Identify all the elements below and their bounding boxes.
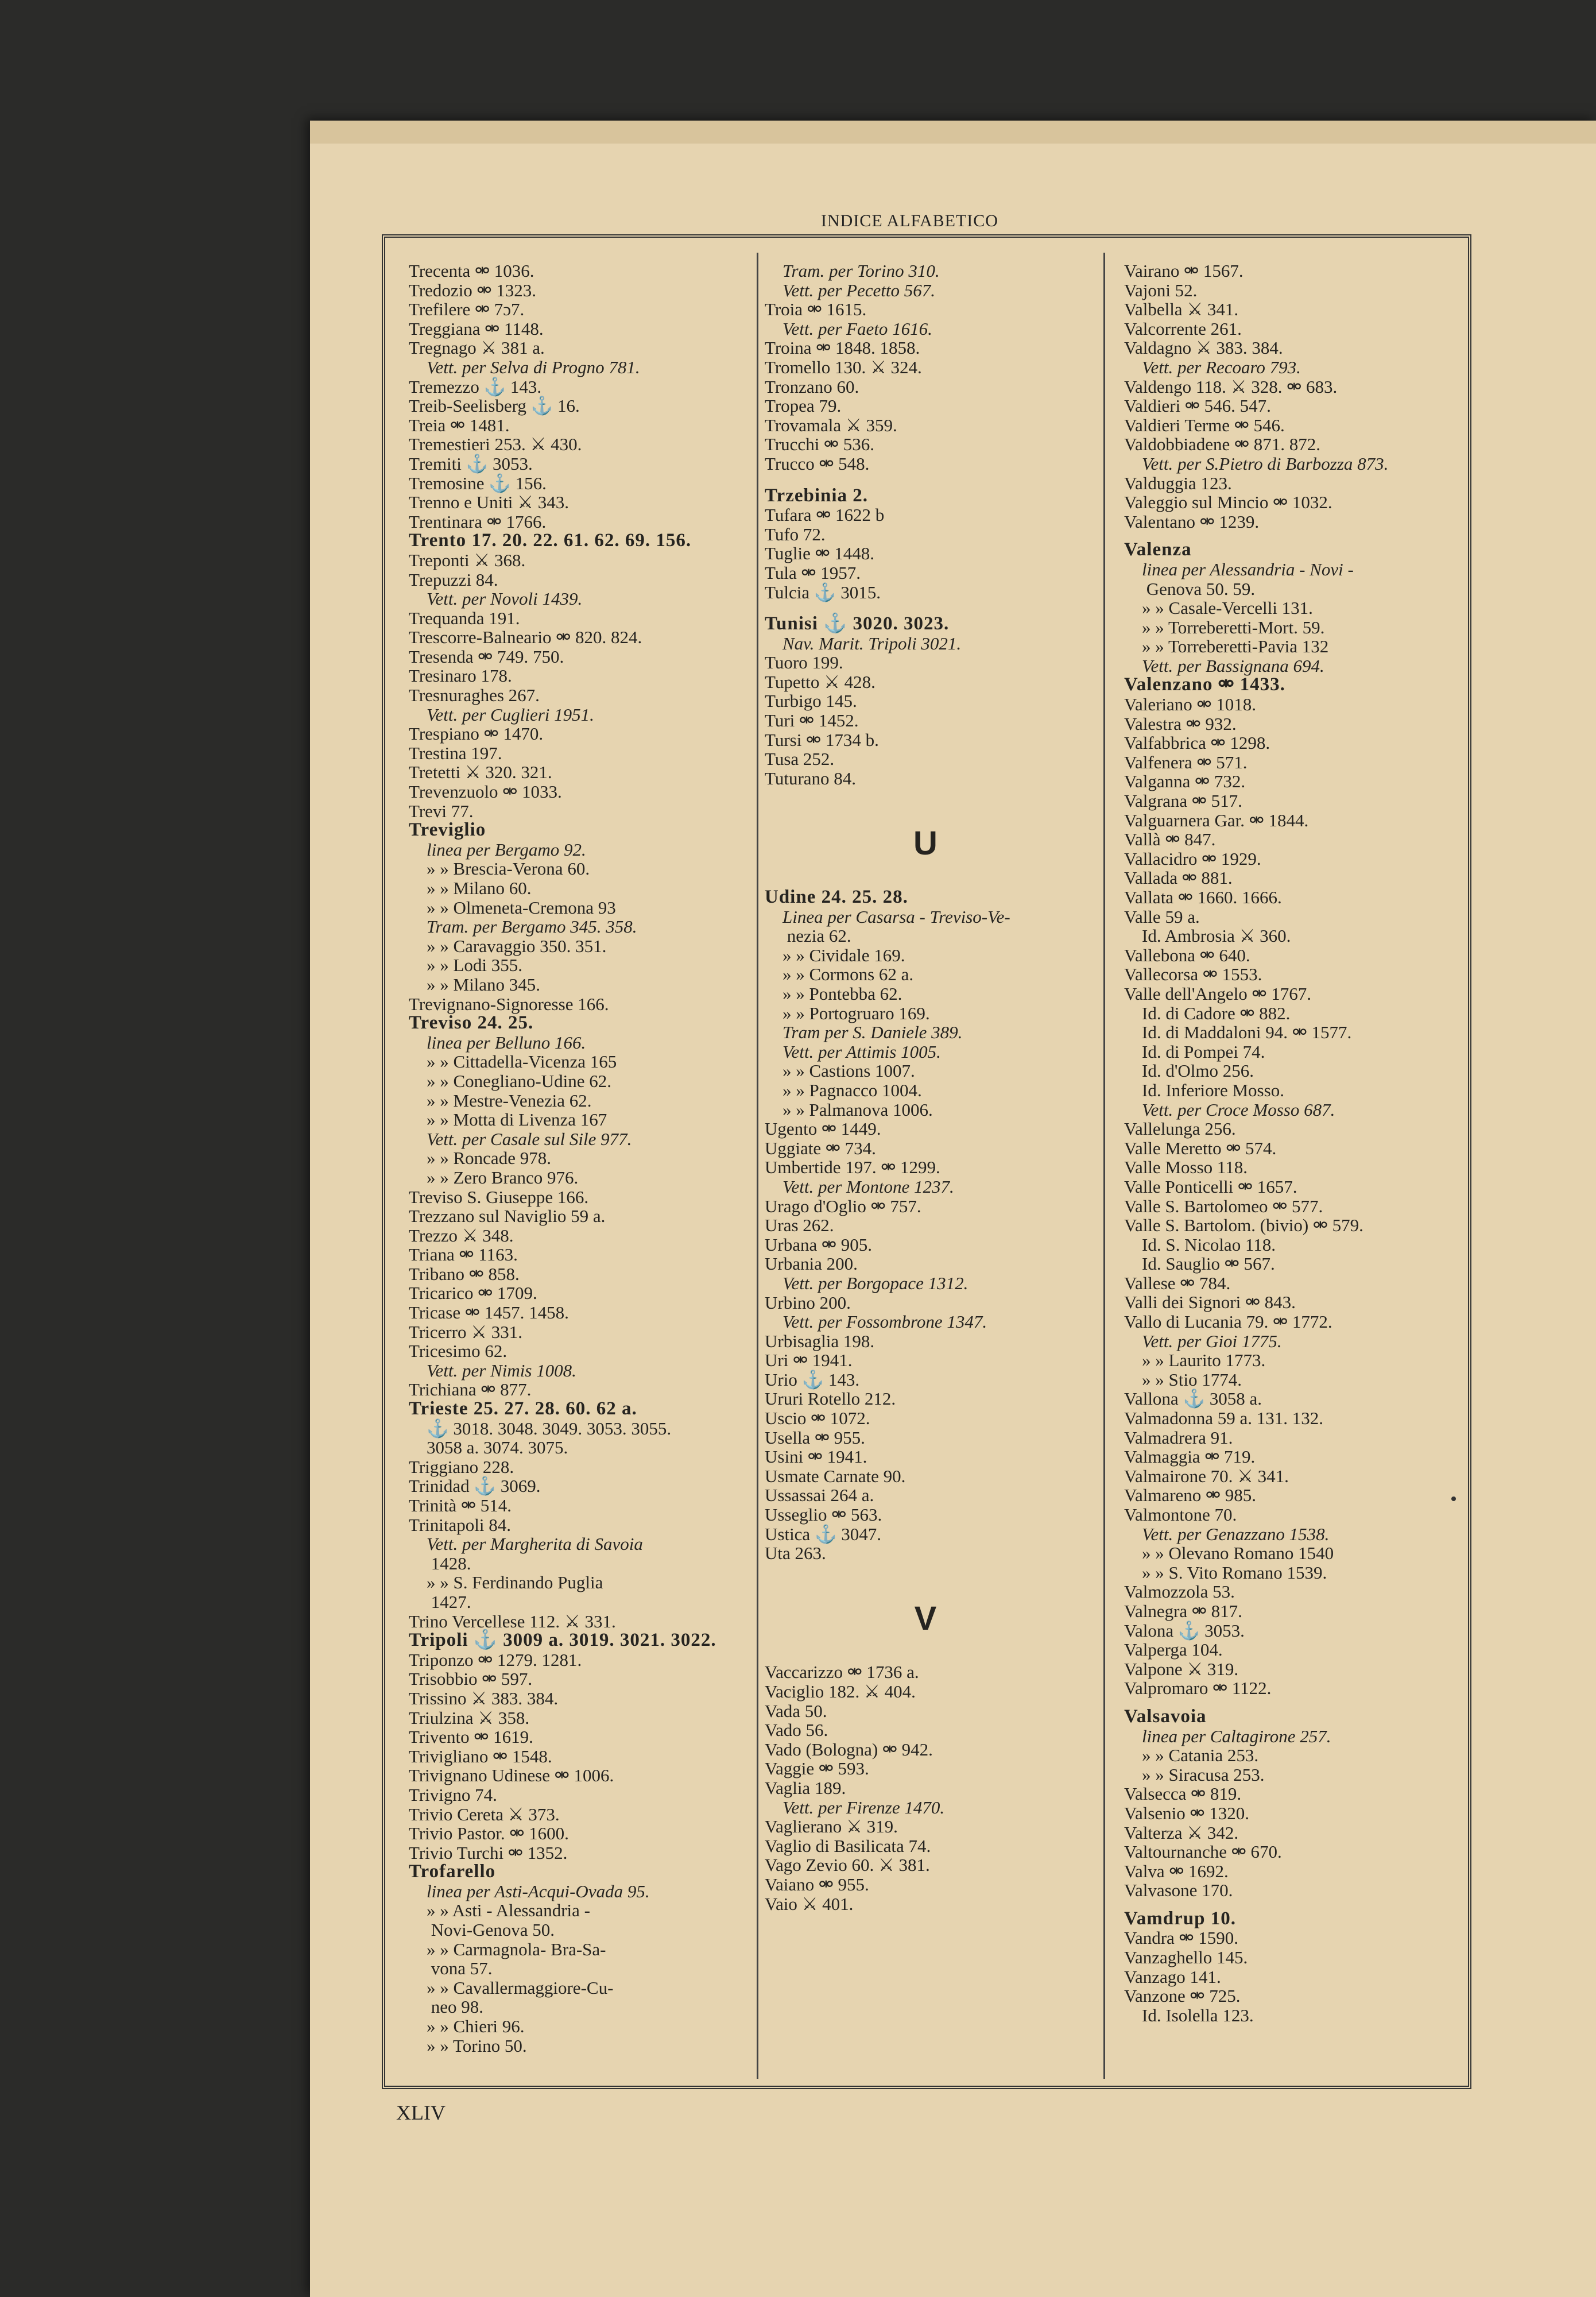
index-entry: » » Milano 60. [409, 878, 532, 898]
index-entry: Id. Inferiore Mosso. [1124, 1080, 1284, 1100]
index-entry: Uta 263. [765, 1543, 826, 1564]
index-entry: Trezzo ⚔ 348. [409, 1225, 514, 1246]
index-entry: Vett. per Attimis 1005. [765, 1041, 941, 1062]
index-entry: Tram. per Bergamo 345. 358. [409, 917, 637, 937]
index-entry: Ussassai 264 a. [765, 1485, 874, 1506]
index-entry: Urbana ⚮ 905. [765, 1234, 872, 1255]
index-entry: Tursi ⚮ 1734 b. [765, 729, 879, 750]
index-entry: Vallà ⚮ 847. [1124, 829, 1216, 850]
index-entry: Tupetto ⚔ 428. [765, 671, 876, 692]
index-entry: Vett. per Genazzano 1538. [1124, 1523, 1330, 1544]
index-entry: Valperga 104. [1124, 1639, 1223, 1660]
index-entry: » » Carmagnola- Bra-Sa- [409, 1939, 606, 1959]
index-entry: Troia ⚮ 1615. [765, 299, 867, 320]
index-entry: Vallecorsa ⚮ 1553. [1124, 964, 1262, 985]
index-entry: Tufo 72. [765, 524, 826, 544]
index-entry: Trucco ⚮ 548. [765, 453, 870, 474]
index-entry: Vallona ⚓ 3058 a. [1124, 1389, 1262, 1409]
index-entry: Udine 24. 25. 28. [765, 887, 908, 908]
index-entry: Treib-Seelisberg ⚓ 16. [409, 396, 580, 416]
index-entry: » » Brescia-Verona 60. [409, 859, 590, 879]
index-entry: Triana ⚮ 1163. [409, 1244, 518, 1265]
index-entry: Tresenda ⚮ 749. 750. [409, 646, 564, 667]
index-entry: » » Palmanova 1006. [765, 1099, 933, 1120]
index-entry: Trinitapoli 84. [409, 1514, 511, 1535]
index-entry: » » Laurito 1773. [1124, 1350, 1266, 1371]
index-entry: Vago Zevio 60. ⚔ 381. [765, 1855, 930, 1876]
index-entry: Valentano ⚮ 1239. [1124, 511, 1260, 532]
index-entry: Vaglierano ⚔ 319. [765, 1816, 898, 1837]
index-entry: Uri ⚮ 1941. [765, 1350, 853, 1371]
index-entry: » » Roncade 978. [409, 1148, 551, 1169]
index-entry: Valona ⚓ 3053. [1124, 1620, 1245, 1641]
index-entry: Tromello 130. ⚔ 324. [765, 357, 922, 377]
index-entry: Vaiano ⚮ 955. [765, 1874, 869, 1894]
index-entry: Trivigno 74. [409, 1784, 497, 1805]
index-entry: 3058 a. 3074. 3075. [409, 1437, 568, 1458]
index-entry: Valeriano ⚮ 1018. [1124, 694, 1257, 715]
index-entry: Valfabbrica ⚮ 1298. [1124, 733, 1270, 753]
index-entry: Valdieri ⚮ 546. 547. [1124, 396, 1271, 416]
index-entry: Usseglio ⚮ 563. [765, 1505, 882, 1525]
index-entry: vona 57. [409, 1958, 493, 1979]
index-entry: Linea per Casarsa - Treviso-Ve- [765, 906, 1010, 927]
index-entry: » » Torino 50. [409, 2035, 527, 2056]
index-entry: Trento 17. 20. 22. 61. 62. 69. 156. [409, 530, 692, 551]
index-entry: Vett. per Pecetto 567. [765, 280, 935, 300]
index-entry: Vallacidro ⚮ 1929. [1124, 848, 1261, 869]
index-entry: » » Torreberetti-Pavia 132 [1124, 636, 1329, 657]
index-entry: Vanzone ⚮ 725. [1124, 1986, 1241, 2006]
index-entry: neo 98. [409, 1997, 484, 2017]
index-entry: Valdieri Terme ⚮ 546. [1124, 415, 1285, 435]
index-entry: Valfenera ⚮ 571. [1124, 752, 1248, 772]
index-entry: Vaglio di Basilicata 74. [765, 1835, 931, 1856]
index-entry: Tricarico ⚮ 1709. [409, 1283, 537, 1304]
index-entry: Valenza [1124, 539, 1192, 560]
index-entry: Id. di Cadore ⚮ 882. [1124, 1003, 1291, 1023]
index-entry: » » Olevano Romano 1540 [1124, 1543, 1334, 1564]
index-entry: Valmadonna 59 a. 131. 132. [1124, 1408, 1323, 1429]
index-entry: Tram. per Torino 310. [765, 261, 940, 281]
index-entry: » » Cividale 169. [765, 945, 905, 965]
index-entry: Trecenta ⚮ 1036. [409, 261, 534, 281]
index-entry: Id. d'Olmo 256. [1124, 1061, 1254, 1081]
index-entry: Vett. per S.Pietro di Barbozza 873. [1124, 453, 1389, 474]
index-entry: Valdagno ⚔ 383. 384. [1124, 338, 1283, 358]
index-entry: Valduggia 123. [1124, 473, 1232, 493]
index-entry: Valle S. Bartolomeo ⚮ 577. [1124, 1196, 1323, 1216]
index-entry: Nav. Marit. Tripoli 3021. [765, 633, 962, 653]
index-entry: Valle Ponticelli ⚮ 1657. [1124, 1176, 1297, 1197]
index-entry: nezia 62. [765, 926, 851, 946]
section-letter-u: U [913, 825, 938, 863]
index-entry: Valcorrente 261. [1124, 318, 1242, 339]
index-entry: Trisobbio ⚮ 597. [409, 1669, 533, 1689]
index-entry: Valmairone 70. ⚔ 341. [1124, 1465, 1289, 1486]
index-entry: Vamdrup 10. [1124, 1908, 1236, 1929]
index-entry: Vado (Bologna) ⚮ 942. [765, 1739, 933, 1760]
index-entry: Vett. per Recoaro 793. [1124, 357, 1301, 377]
entries-tr-continued [765, 261, 1086, 474]
index-entry: Trevi 77. [409, 801, 474, 821]
index-entry: Turbigo 145. [765, 691, 857, 711]
index-entry: Uggiate ⚮ 734. [765, 1138, 876, 1158]
index-entry: Valdengo 118. ⚔ 328. ⚮ 683. [1124, 376, 1338, 397]
index-entry: Vett. per Gioi 1775. [1124, 1331, 1282, 1351]
index-entry: » » S. Ferdinando Puglia [409, 1572, 603, 1593]
index-entry: Ugento ⚮ 1449. [765, 1119, 881, 1139]
index-entry: » » Caravaggio 350. 351. [409, 935, 607, 956]
index-entry: Trissino ⚔ 383. 384. [409, 1688, 559, 1708]
index-entry: Treviglio [409, 819, 486, 841]
index-entry: Urbisaglia 198. [765, 1331, 875, 1351]
index-entry: Vanzaghello 145. [1124, 1947, 1248, 1968]
index-entry: Trevignano-Signoresse 166. [409, 993, 609, 1014]
index-entry: Vaccarizzo ⚮ 1736 a. [765, 1662, 919, 1683]
index-entry: Id. S. Nicolao 118. [1124, 1234, 1276, 1255]
index-entry: Vallada ⚮ 881. [1124, 868, 1233, 888]
index-entry: Trenno e Uniti ⚔ 343. [409, 492, 569, 513]
index-entry: Valva ⚮ 1692. [1124, 1861, 1229, 1881]
ink-dot [1451, 1496, 1456, 1501]
index-entry: » » Pontebba 62. [765, 984, 902, 1004]
index-entry: Valestra ⚮ 932. [1124, 713, 1237, 734]
index-entry: Vett. per Selva di Progno 781. [409, 357, 640, 377]
index-entry: Valle S. Bartolom. (bivio) ⚮ 579. [1124, 1215, 1363, 1236]
index-entry: Trescorre-Balneario ⚮ 820. 824. [409, 627, 642, 648]
index-entry: Trovamala ⚔ 359. [765, 415, 897, 435]
index-entry: Trepuzzi 84. [409, 569, 498, 590]
index-entry: Tunisi ⚓ 3020. 3023. [765, 613, 950, 635]
index-entry: Vaio ⚔ 401. [765, 1893, 854, 1914]
index-entry: Tropea 79. [765, 396, 842, 416]
index-entry: Valbella ⚔ 341. [1124, 299, 1239, 320]
index-entry: linea per Alessandria - Novi - [1124, 559, 1354, 579]
index-column-right [1124, 261, 1388, 2025]
index-entry: Valguarnera Gar. ⚮ 1844. [1124, 810, 1309, 830]
index-entry: Valnegra ⚮ 817. [1124, 1600, 1242, 1621]
page-header: INDICE ALFABETICO [821, 211, 998, 230]
index-entry: » » Casale-Vercelli 131. [1124, 598, 1313, 618]
index-entry: Trezzano sul Naviglio 59 a. [409, 1206, 606, 1227]
entries-u [765, 888, 1086, 1563]
index-entry: Trinità ⚮ 514. [409, 1495, 512, 1515]
index-entry: Id. Sauglio ⚮ 567. [1124, 1254, 1275, 1274]
index-entry: Valle 59 a. [1124, 906, 1200, 927]
index-entry: Valmareno ⚮ 985. [1124, 1485, 1257, 1506]
index-entry: Uscio ⚮ 1072. [765, 1408, 870, 1429]
index-entry: Vallelunga 256. [1124, 1119, 1236, 1139]
column-rule-2 [1103, 253, 1105, 2079]
index-entry: Vett. per Nimis 1008. [409, 1360, 576, 1380]
index-entry: Valpromaro ⚮ 1122. [1124, 1678, 1272, 1699]
index-entry: Vett. per Casale sul Sile 977. [409, 1128, 632, 1149]
index-entry: » » Cormons 62 a. [765, 964, 914, 985]
index-entry: Valmadrera 91. [1124, 1427, 1233, 1448]
index-entry: » » Siracusa 253. [1124, 1764, 1265, 1785]
index-entry: Usmate Carnate 90. [765, 1465, 906, 1486]
index-column-left [409, 261, 716, 2055]
index-entry: Genova 50. 59. [1124, 578, 1256, 599]
index-entry: Valmontone 70. [1124, 1505, 1237, 1525]
index-entry: Tremosine ⚓ 156. [409, 473, 547, 493]
page-number: XLIV [396, 2101, 446, 2124]
index-entry: Tredozio ⚮ 1323. [409, 280, 537, 300]
index-entry: Vanzago 141. [1124, 1966, 1221, 1987]
index-entry: Tricesimo 62. [409, 1341, 508, 1362]
index-entry: Vett. per Novoli 1439. [409, 589, 583, 609]
index-entry: Vett. per Montone 1237. [765, 1176, 954, 1197]
index-entry: » » Olmeneta-Cremona 93 [409, 897, 616, 918]
index-entry: Valeggio sul Mincio ⚮ 1032. [1124, 492, 1332, 513]
index-entry: Trofarello [409, 1861, 496, 1882]
index-entry: Valli dei Signori ⚮ 843. [1124, 1292, 1296, 1313]
page-top-edge [310, 121, 1596, 144]
index-entry: » » Catania 253. [1124, 1745, 1259, 1766]
index-entry: Tuoro 199. [765, 652, 843, 673]
index-entry: Vaglia 189. [765, 1777, 846, 1798]
index-entry: Uras 262. [765, 1215, 834, 1236]
index-entry: Valsenio ⚮ 1320. [1124, 1803, 1249, 1823]
index-entry: Trivento ⚮ 1619. [409, 1727, 533, 1747]
index-entry: Trivigliano ⚮ 1548. [409, 1746, 552, 1766]
index-entry: Triulzina ⚔ 358. [409, 1707, 530, 1728]
index-entry: Trzebinia 2. [765, 485, 869, 506]
index-entry: Tretetti ⚔ 320. 321. [409, 762, 552, 783]
index-entry: Tremiti ⚓ 3053. [409, 453, 533, 474]
index-entry: Tremestieri 253. ⚔ 430. [409, 434, 582, 455]
index-entry: Valvasone 170. [1124, 1880, 1233, 1901]
column-rule-1 [757, 253, 758, 2079]
index-entry: » » Portogruaro 169. [765, 1003, 930, 1023]
index-entry: Turi ⚮ 1452. [765, 710, 859, 731]
index-entry: Vett. per Faeto 1616. [765, 318, 932, 339]
index-entry: Trevenzuolo ⚮ 1033. [409, 782, 562, 802]
index-entry: Treggiana ⚮ 1148. [409, 318, 544, 339]
index-entry: » » Cittadella-Vicenza 165 [409, 1051, 617, 1072]
index-entry: » » Lodi 355. [409, 955, 523, 976]
index-entry: linea per Belluno 166. [409, 1032, 586, 1053]
index-entry: Vett. per Firenze 1470. [765, 1797, 945, 1818]
index-entry: Trespiano ⚮ 1470. [409, 724, 544, 744]
index-entry: Tricerro ⚔ 331. [409, 1321, 522, 1342]
index-entry: Valterza ⚔ 342. [1124, 1822, 1239, 1843]
index-entry: Umbertide 197. ⚮ 1299. [765, 1157, 940, 1178]
index-entry: Treponti ⚔ 368. [409, 550, 526, 570]
index-entry: Tufara ⚮ 1622 b [765, 505, 885, 525]
index-entry: Tribano ⚮ 858. [409, 1263, 520, 1284]
index-entry: Trivio Turchi ⚮ 1352. [409, 1842, 568, 1863]
index-entry: » » Milano 345. [409, 974, 541, 995]
index-entry: Trefilere ⚮ 7ɔ7. [409, 299, 525, 320]
index-entry: Trieste 25. 27. 28. 60. 62 a. [409, 1398, 637, 1420]
index-entry: Treviso S. Giuseppe 166. [409, 1186, 589, 1207]
index-entry: Vaciglio 182. ⚔ 404. [765, 1681, 916, 1702]
index-entry: Tripoli ⚓ 3009 a. 3019. 3021. 3022. [409, 1630, 716, 1651]
index-entry: 1428. [409, 1553, 471, 1573]
index-entry: Vett. per Bassignana 694. [1124, 655, 1324, 676]
index-entry: Novi-Genova 50. [409, 1920, 555, 1940]
index-entry: Trequanda 191. [409, 608, 520, 628]
section-letter-v: V [914, 1599, 937, 1637]
index-entry: Trentinara ⚮ 1766. [409, 511, 547, 532]
index-entry: Valle Mosso 118. [1124, 1157, 1248, 1178]
index-entry: Valle Meretto ⚮ 574. [1124, 1138, 1277, 1158]
entries-trz [765, 486, 1086, 602]
index-entry: Valdobbiadene ⚮ 871. 872. [1124, 434, 1320, 455]
index-entry: Vett. per Cuglieri 1951. [409, 704, 594, 725]
index-entry: Trucchi ⚮ 536. [765, 434, 875, 455]
index-entry: Vada 50. [765, 1700, 827, 1721]
index-entry: Valmozzola 53. [1124, 1581, 1235, 1602]
index-entry: Urio ⚓ 143. [765, 1369, 860, 1390]
index-entry: Trestina 197. [409, 743, 502, 763]
index-entry: Urbino 200. [765, 1292, 851, 1313]
index-entry: » » Asti - Alessandria - [409, 1900, 590, 1921]
index-entry: Tuglie ⚮ 1448. [765, 543, 875, 564]
index-entry: Trinidad ⚓ 3069. [409, 1476, 541, 1496]
index-entry: Tresnuraghes 267. [409, 685, 540, 706]
index-entry: Tulcia ⚓ 3015. [765, 582, 881, 602]
index-entry: Valmaggia ⚮ 719. [1124, 1447, 1256, 1467]
index-entry: Trivio Cereta ⚔ 373. [409, 1804, 560, 1824]
index-entry: Vett. per Margherita di Savoia [409, 1534, 643, 1554]
index-entry: Triggiano 228. [409, 1456, 514, 1477]
index-entry: » » Mestre-Venezia 62. [409, 1090, 592, 1111]
index-entry: Urago d'Oglio ⚮ 757. [765, 1196, 921, 1216]
index-entry: Tricase ⚮ 1457. 1458. [409, 1302, 569, 1323]
index-entry: Id. di Maddaloni 94. ⚮ 1577. [1124, 1022, 1352, 1043]
index-entry: Vett. per Fossombrone 1347. [765, 1312, 987, 1332]
index-entry: » » S. Vito Romano 1539. [1124, 1562, 1327, 1583]
index-entry: Vallo di Lucania 79. ⚮ 1772. [1124, 1312, 1332, 1332]
index-entry: Vett. per Croce Mosso 687. [1124, 1099, 1335, 1120]
index-entry: Id. Ambrosia ⚔ 360. [1124, 926, 1291, 946]
index-column-middle [765, 261, 1086, 1913]
index-entry: Tresinaro 178. [409, 666, 512, 686]
index-entry: » » Torreberetti-Mort. 59. [1124, 617, 1325, 637]
index-entry: Vado 56. [765, 1720, 828, 1741]
index-entry: Tula ⚮ 1957. [765, 562, 861, 583]
index-entry: Ururi Rotello 212. [765, 1389, 896, 1409]
index-entry: » » Motta di Livenza 167 [409, 1109, 607, 1130]
index-entry: Tusa 252. [765, 749, 835, 769]
index-entry: Treviso 24. 25. [409, 1012, 534, 1034]
index-entry: Valsavoia [1124, 1706, 1207, 1727]
index-entry: Usini ⚮ 1941. [765, 1447, 867, 1467]
index-entry: » » Castions 1007. [765, 1061, 915, 1081]
index-entry: Tregnago ⚔ 381 a. [409, 338, 545, 358]
index-entry: Valgrana ⚮ 517. [1124, 791, 1242, 811]
index-entry: Vallebona ⚮ 640. [1124, 945, 1250, 965]
index-entry: » » Zero Branco 976. [409, 1167, 579, 1188]
index-entry: linea per Bergamo 92. [409, 839, 586, 860]
index-entry: Usella ⚮ 955. [765, 1427, 865, 1448]
entries-va [765, 1662, 1086, 1913]
entries-tu [765, 614, 1086, 788]
index-entry: Vallese ⚮ 784. [1124, 1273, 1231, 1293]
index-entry: Urbania 200. [765, 1254, 858, 1274]
index-entry: Trino Vercellese 112. ⚔ 331. [409, 1611, 616, 1631]
index-entry: Vallata ⚮ 1660. 1666. [1124, 887, 1282, 907]
index-entry: Trivignano Udinese ⚮ 1006. [409, 1765, 614, 1786]
index-entry: » » Pagnacco 1004. [765, 1080, 922, 1100]
index-entry: » » Conegliano-Udine 62. [409, 1070, 612, 1091]
index-entry: Valenzano ⚮ 1433. [1124, 674, 1285, 695]
index-entry: Treia ⚮ 1481. [409, 415, 510, 435]
index-entry: » » Cavallermaggiore-Cu- [409, 1977, 614, 1998]
index-entry: linea per Asti-Acqui-Ovada 95. [409, 1881, 650, 1901]
index-entry: Tronzano 60. [765, 376, 859, 397]
index-entry: 1427. [409, 1591, 471, 1612]
index-entry: Tremezzo ⚓ 143. [409, 376, 542, 397]
index-entry: Vandra ⚮ 1590. [1124, 1928, 1239, 1948]
index-entry: Vett. per Borgopace 1312. [765, 1273, 969, 1293]
index-entry: Trichiana ⚮ 877. [409, 1379, 532, 1400]
index-entry: Troina ⚮ 1848. 1858. [765, 338, 920, 358]
index-entry: Ustica ⚓ 3047. [765, 1523, 882, 1544]
index-entry: Triponzo ⚮ 1279. 1281. [409, 1649, 582, 1670]
index-entry: Trivio Pastor. ⚮ 1600. [409, 1823, 569, 1844]
index-entry: ⚓ 3018. 3048. 3049. 3053. 3055. [409, 1418, 672, 1438]
index-entry: Vairano ⚮ 1567. [1124, 261, 1244, 281]
index-entry: Valsecca ⚮ 819. [1124, 1784, 1242, 1804]
index-entry: Tuturano 84. [765, 768, 857, 788]
index-entry: Vajoni 52. [1124, 280, 1198, 300]
index-entry: Id. di Pompei 74. [1124, 1041, 1265, 1062]
index-entry: » » Chieri 96. [409, 2016, 525, 2037]
index-entry: Valle dell'Angelo ⚮ 1767. [1124, 983, 1311, 1004]
index-entry: linea per Caltagirone 257. [1124, 1726, 1331, 1746]
index-entry: Valtournanche ⚮ 670. [1124, 1842, 1282, 1862]
index-entry: Id. Isolella 123. [1124, 2005, 1254, 2025]
index-entry: » » Stio 1774. [1124, 1369, 1242, 1390]
index-entry: Valpone ⚔ 319. [1124, 1658, 1239, 1679]
index-entry: Valganna ⚮ 732. [1124, 771, 1246, 792]
index-entry: Vaggie ⚮ 593. [765, 1758, 869, 1779]
index-entry: Tram per S. Daniele 389. [765, 1022, 963, 1043]
